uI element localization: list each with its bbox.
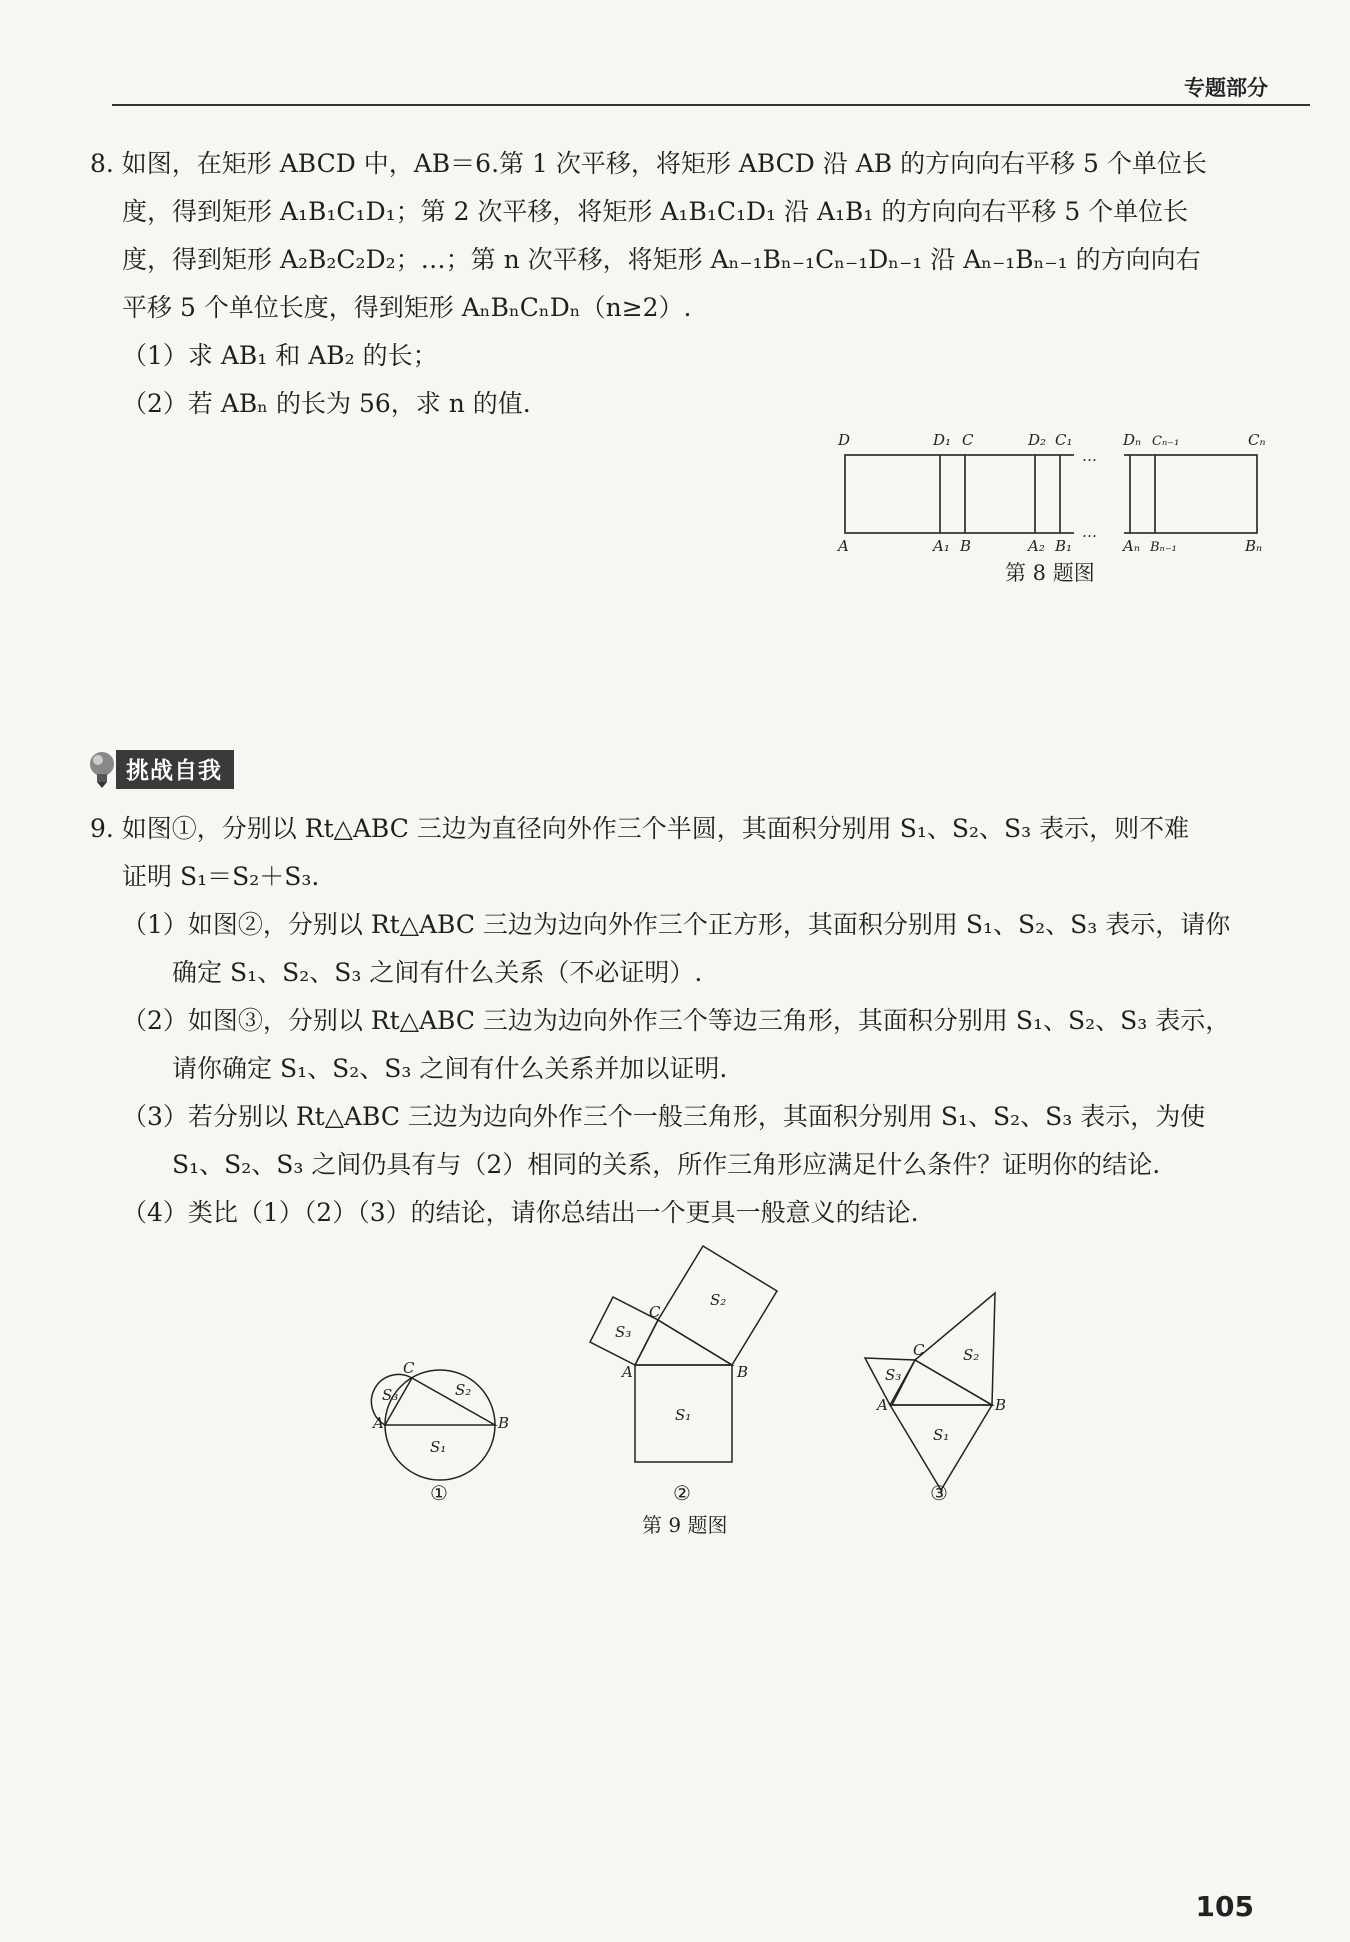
triangle-s2 [915,1293,995,1405]
problem-8-question-2: （2）若 ABₙ 的长为 56，求 n 的值. [122,389,531,418]
label-bn: Bₙ [1245,537,1263,555]
page-number: 105 [1195,1890,1254,1923]
problem-9-q3-line-2: S₁、S₂、S₃ 之间仍具有与（2）相同的关系，所作三角形应满足什么条件？证明你的结论. [172,1150,1161,1179]
figure-9 [360,1240,1020,1544]
figure-8-caption: 第 8 题图 [1005,561,1095,585]
label-d: D [838,431,851,449]
label-cn: Cₙ [1248,431,1266,449]
problem-9 [90,805,1270,1237]
header-divider [112,104,1310,106]
problem-9-q4: （4）类比（1）（2）（3）的结论，请你总结出一个更具一般意义的结论. [122,1198,919,1227]
problem-9-line-1: 9. 如图①，分别以 Rt△ABC 三边为直径向外作三个半圆，其面积分别用 S₁、S₂、S₃ 表示，则不难 [90,814,1190,843]
right-triangle-2 [635,1320,732,1365]
problem-8-line-4: 平移 5 个单位长度，得到矩形 AₙBₙCₙDₙ（n≥2）. [122,293,692,322]
panel3-label-b: B [995,1396,1007,1414]
panel1-label-b: B [498,1414,510,1432]
label-a: A [838,537,849,555]
panel3-label-s1: S₁ [933,1426,950,1444]
panel1-label-s2: S₂ [455,1381,472,1399]
label-a2: A₂ [1028,537,1045,555]
problem-8-question-1: （1）求 AB₁ 和 AB₂ 的长； [122,341,438,370]
problem-9-line-2: 证明 S₁＝S₂＋S₃. [122,862,320,891]
figure-9-panel-2 [590,1246,777,1462]
label-dots-top: … [1082,447,1097,465]
label-b: B [960,537,972,555]
label-dots-bottom: … [1082,523,1097,541]
section-badge [88,750,234,788]
panel1-label-s1: S₁ [430,1438,447,1456]
panel-3-label: ③ [930,1481,948,1505]
problem-9-q3-line-1: （3）若分别以 Rt△ABC 三边为边向外作三个一般三角形，其面积分别用 S₁、S₂、S₃ 表示，为使 [122,1102,1206,1131]
figure-9-panel-3 [865,1293,995,1490]
figure-8 [830,425,1270,599]
panel2-label-b: B [737,1363,749,1381]
figure-8-diagram [830,425,1270,595]
label-d2: D₂ [1028,431,1047,449]
figure-9-diagram [360,1240,1020,1540]
label-cn-1: Cₙ₋₁ [1152,434,1180,449]
panel2-label-a: A [622,1363,633,1381]
label-b1: B₁ [1055,537,1073,555]
panel3-label-c: C [913,1341,925,1359]
panel1-label-s3: S₃ [382,1386,399,1404]
problem-9-q2-line-1: （2）如图③，分别以 Rt△ABC 三边为边向外作三个等边三角形，其面积分别用 S₁、S₂、S₃ 表示， [122,1006,1231,1035]
panel-1-label: ① [430,1481,448,1505]
problem-9-q1-line-1: （1）如图②，分别以 Rt△ABC 三边为边向外作三个正方形，其面积分别用 S₁、S₂、S₃ 表示，请你 [122,910,1231,939]
problem-9-q1-line-2: 确定 S₁、S₂、S₃ 之间有什么关系（不必证明）. [172,958,703,987]
problem-8-line-2: 度，得到矩形 A₁B₁C₁D₁；第 2 次平移，将矩形 A₁B₁C₁D₁ 沿 A₁B₁ 的方向向右平移 5 个单位长 [122,197,1189,226]
panel2-label-s3: S₃ [615,1323,632,1341]
lightbulb-icon [88,750,116,788]
problem-8-line-3: 度，得到矩形 A₂B₂C₂D₂；…；第 n 次平移，将矩形 Aₙ₋₁Bₙ₋₁Cₙ₋₁Dₙ₋₁ 沿 Aₙ₋₁Bₙ₋₁ 的方向向右 [122,245,1201,274]
panel1-label-a: A [373,1414,384,1432]
panel1-label-c: C [403,1359,415,1377]
problem-8 [90,140,1270,428]
label-bn-1: Bₙ₋₁ [1150,540,1177,555]
section-title: 挑战自我 [116,750,234,789]
label-c: C [962,431,974,449]
panel-2-label: ② [673,1481,691,1505]
label-d1: D₁ [933,431,952,449]
panel2-label-s1: S₁ [675,1406,692,1424]
figure-9-caption: 第 9 题图 [642,1513,728,1537]
section-header-label: 专题部分 [1184,76,1268,100]
problem-9-q2-line-2: 请你确定 S₁、S₂、S₃ 之间有什么关系并加以证明. [172,1054,728,1083]
panel3-label-a: A [877,1396,888,1414]
label-dn: Dₙ [1123,431,1142,449]
right-triangle-3 [892,1360,992,1405]
label-c1: C₁ [1055,431,1073,449]
panel2-label-c: C [649,1303,661,1321]
panel2-label-s2: S₂ [710,1291,727,1309]
panel3-label-s2: S₂ [963,1346,980,1364]
triangle-s1 [890,1405,992,1490]
label-an: Aₙ [1123,537,1140,555]
figure-8-outer-rectangle [845,455,1257,533]
panel3-label-s3: S₃ [885,1366,902,1384]
problem-8-line-1: 8. 如图，在矩形 ABCD 中，AB＝6.第 1 次平移，将矩形 ABCD 沿 AB 的方向向右平移 5 个单位长 [90,149,1207,178]
label-a1: A₁ [933,537,950,555]
